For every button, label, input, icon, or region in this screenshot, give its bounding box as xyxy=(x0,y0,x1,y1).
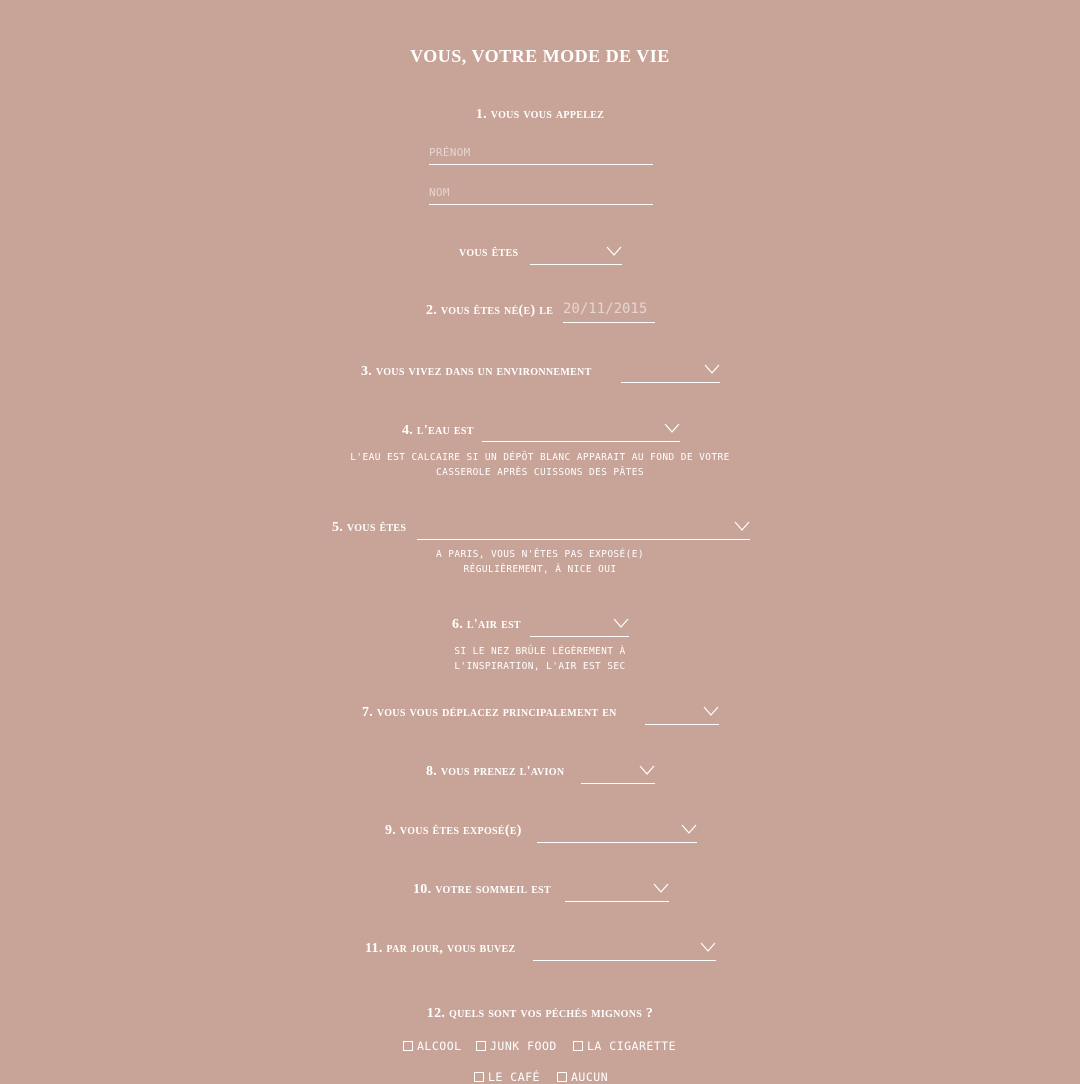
checkbox-label: LE CAFÉ xyxy=(488,1070,540,1084)
question-5-label: 5. vous êtes xyxy=(332,520,407,535)
chevron-down-icon xyxy=(613,618,629,628)
checkbox-alcool[interactable] xyxy=(403,1039,462,1053)
sleep-select[interactable] xyxy=(565,879,669,902)
chevron-down-icon xyxy=(653,883,669,893)
checkbox-icon[interactable] xyxy=(476,1041,486,1051)
gender-select[interactable] xyxy=(530,242,622,265)
water-select[interactable] xyxy=(482,419,680,442)
checkbox-aucun[interactable] xyxy=(557,1070,608,1084)
lastname-placeholder: NOM xyxy=(429,186,450,199)
water-hint-line-2: CASSEROLE APRÈS CUISSONS DES PÂTES xyxy=(435,467,645,478)
air-hint xyxy=(0,644,1080,674)
chevron-down-icon xyxy=(734,521,750,531)
birthdate-value: 20/11/2015 xyxy=(563,301,648,317)
question-4-label: 4. l'eau est xyxy=(402,423,474,438)
firstname-placeholder: PRÉNOM xyxy=(429,146,471,159)
chevron-down-icon xyxy=(704,364,720,374)
air-select[interactable] xyxy=(530,614,629,637)
checkbox-cafe[interactable] xyxy=(474,1070,540,1084)
drinks-select[interactable] xyxy=(533,938,716,961)
checkbox-label: AUCUN xyxy=(571,1070,609,1084)
checkbox-label: JUNK FOOD xyxy=(490,1039,557,1053)
checkbox-icon[interactable] xyxy=(403,1041,413,1051)
air-hint-line-1: SI LE NEZ BRÛLE LÉGÈREMENT À xyxy=(454,646,626,657)
sun-exposure-hint-line-1: A PARIS, VOUS N'ÊTES PAS EXPOSÉ(E) xyxy=(435,549,645,560)
transport-select[interactable] xyxy=(645,702,719,725)
question-3-label: 3. vous vivez dans un environnement xyxy=(361,364,592,379)
question-6-label: 6. l'air est xyxy=(452,617,521,632)
water-hint xyxy=(0,450,1080,480)
chevron-down-icon xyxy=(681,824,697,834)
firstname-field[interactable] xyxy=(429,142,653,165)
question-8-label: 8. vous prenez l'avion xyxy=(426,764,565,779)
chevron-down-icon xyxy=(664,423,680,433)
checkbox-cigarette[interactable] xyxy=(573,1039,676,1053)
question-11-label: 11. par jour, vous buvez xyxy=(365,941,516,956)
exposure-select[interactable] xyxy=(537,820,697,843)
question-12-label: 12. quels sont vos péchés mignons ? xyxy=(426,1006,654,1021)
chevron-down-icon xyxy=(606,246,622,256)
gender-label: vous êtes xyxy=(459,245,519,260)
plane-select[interactable] xyxy=(581,761,655,784)
chevron-down-icon xyxy=(700,942,716,952)
question-2-label: 2. vous êtes né(e) le xyxy=(426,303,554,318)
air-hint-line-2: L'INSPIRATION, L'AIR EST SEC xyxy=(454,661,626,672)
page-title: VOUS, VOTRE MODE DE VIE xyxy=(410,46,670,66)
question-7-label: 7. vous vous déplacez principalement en xyxy=(362,705,617,720)
chevron-down-icon xyxy=(639,765,655,775)
sun-exposure-hint xyxy=(0,547,1080,577)
lastname-field[interactable] xyxy=(429,182,653,205)
checkbox-label: ALCOOL xyxy=(417,1039,462,1053)
sun-exposure-hint-line-2: RÉGULIÈREMENT, À NICE OUI xyxy=(463,564,617,575)
question-10-label: 10. votre sommeil est xyxy=(413,882,552,897)
birthdate-field[interactable] xyxy=(563,300,655,323)
sun-exposure-select[interactable] xyxy=(417,517,750,540)
question-1-label: 1. vous vous appelez xyxy=(475,107,605,122)
checkbox-junk-food[interactable] xyxy=(476,1039,557,1053)
checkbox-icon[interactable] xyxy=(474,1072,484,1082)
chevron-down-icon xyxy=(703,706,719,716)
environment-select[interactable] xyxy=(621,360,720,383)
checkbox-icon[interactable] xyxy=(573,1041,583,1051)
checkbox-label: LA CIGARETTE xyxy=(587,1039,677,1053)
water-hint-line-1: L'EAU EST CALCAIRE SI UN DÉPÔT BLANC APPARAIT AU FOND DE VOTRE xyxy=(350,452,730,463)
question-9-label: 9. vous êtes exposé(e) xyxy=(385,823,522,838)
checkbox-icon[interactable] xyxy=(557,1072,567,1082)
